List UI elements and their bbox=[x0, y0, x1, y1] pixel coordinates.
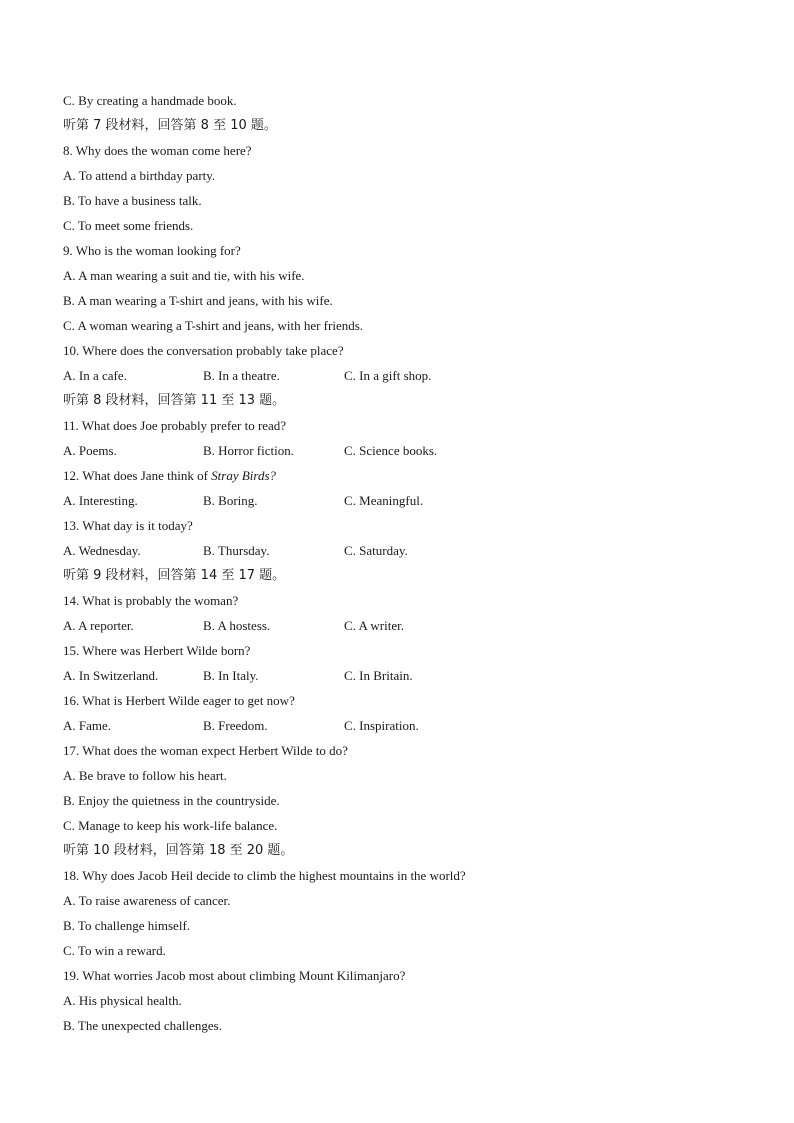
q12-option-c: C. Meaningful. bbox=[344, 493, 424, 508]
q14-option-a: A. A reporter. bbox=[63, 618, 134, 633]
q7-option-c: C. By creating a handmade book. bbox=[63, 93, 237, 108]
q13-option-c: C. Saturday. bbox=[344, 543, 408, 558]
q13-options bbox=[63, 538, 743, 563]
q19-option-b: B. The unexpected challenges. bbox=[63, 1018, 222, 1033]
q13-option-a: A. Wednesday. bbox=[63, 543, 141, 558]
q17-option-b: B. Enjoy the quietness in the countryside. bbox=[63, 793, 280, 808]
q10-options bbox=[63, 363, 743, 388]
question-12 bbox=[63, 463, 743, 488]
question-12-title: Stray Birds? bbox=[211, 468, 277, 483]
q17-option-a: A. Be brave to follow his heart. bbox=[63, 768, 227, 783]
q17-option-c: C. Manage to keep his work-life balance. bbox=[63, 818, 278, 833]
q10-option-c: C. In a gift shop. bbox=[344, 368, 432, 383]
q16-option-c: C. Inspiration. bbox=[344, 718, 419, 733]
q15-option-b: B. In Italy. bbox=[203, 668, 259, 683]
q12-option-a: A. Interesting. bbox=[63, 493, 138, 508]
q12-options bbox=[63, 488, 743, 513]
question-13: 13. What day is it today? bbox=[63, 518, 193, 533]
q9-option-c: C. A woman wearing a T-shirt and jeans, with her friends. bbox=[63, 318, 364, 333]
q14-options bbox=[63, 613, 743, 638]
section-heading-9: 听第 9 段材料，回答第 14 至 17 题。 bbox=[63, 568, 286, 583]
q8-option-a: A. To attend a birthday party. bbox=[63, 168, 216, 183]
question-14: 14. What is probably the woman? bbox=[63, 593, 239, 608]
q11-option-b: B. Horror fiction. bbox=[203, 443, 294, 458]
q16-option-a: A. Fame. bbox=[63, 718, 112, 733]
question-8: 8. Why does the woman come here? bbox=[63, 143, 252, 158]
q14-option-c: C. A writer. bbox=[344, 618, 404, 633]
q9-option-a: A. A man wearing a suit and tie, with his wife. bbox=[63, 268, 305, 283]
question-12-text: 12. What does Jane think of bbox=[63, 468, 212, 483]
q18-option-b: B. To challenge himself. bbox=[63, 918, 191, 933]
q8-option-c: C. To meet some friends. bbox=[63, 218, 194, 233]
question-11: 11. What does Joe probably prefer to read? bbox=[63, 418, 287, 433]
q10-option-a: A. In a cafe. bbox=[63, 368, 127, 383]
section-heading-10: 听第 10 段材料，回答第 18 至 20 题。 bbox=[63, 843, 294, 858]
section-heading-8: 听第 8 段材料，回答第 11 至 13 题。 bbox=[63, 393, 286, 408]
q8-option-b: B. To have a business talk. bbox=[63, 193, 202, 208]
q14-option-b: B. A hostess. bbox=[203, 618, 271, 633]
q18-option-c: C. To win a reward. bbox=[63, 943, 166, 958]
q9-option-b: B. A man wearing a T-shirt and jeans, with his wife. bbox=[63, 293, 333, 308]
q16-options bbox=[63, 713, 743, 738]
q13-option-b: B. Thursday. bbox=[203, 543, 270, 558]
exam-page bbox=[63, 88, 743, 1038]
question-15: 15. Where was Herbert Wilde born? bbox=[63, 643, 251, 658]
question-9: 9. Who is the woman looking for? bbox=[63, 243, 241, 258]
question-17: 17. What does the woman expect Herbert Wilde to do? bbox=[63, 743, 348, 758]
q15-options bbox=[63, 663, 743, 688]
question-18: 18. Why does Jacob Heil decide to climb the highest mountains in the world? bbox=[63, 868, 466, 883]
q11-options bbox=[63, 438, 743, 463]
q16-option-b: B. Freedom. bbox=[203, 718, 268, 733]
q19-option-a: A. His physical health. bbox=[63, 993, 182, 1008]
q11-option-c: C. Science books. bbox=[344, 443, 438, 458]
q18-option-a: A. To raise awareness of cancer. bbox=[63, 893, 231, 908]
q12-option-b: B. Boring. bbox=[203, 493, 258, 508]
q11-option-a: A. Poems. bbox=[63, 443, 117, 458]
question-19: 19. What worries Jacob most about climbing Mount Kilimanjaro? bbox=[63, 968, 406, 983]
q10-option-b: B. In a theatre. bbox=[203, 368, 280, 383]
question-16: 16. What is Herbert Wilde eager to get now? bbox=[63, 693, 295, 708]
q15-option-a: A. In Switzerland. bbox=[63, 668, 159, 683]
section-heading-7: 听第 7 段材料，回答第 8 至 10 题。 bbox=[63, 118, 277, 133]
question-10: 10. Where does the conversation probably take place? bbox=[63, 343, 344, 358]
q15-option-c: C. In Britain. bbox=[344, 668, 413, 683]
